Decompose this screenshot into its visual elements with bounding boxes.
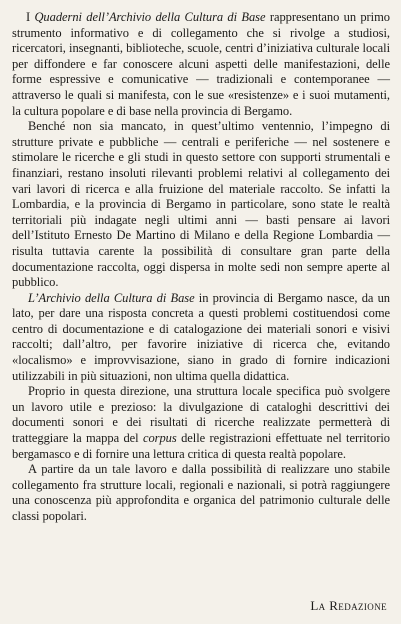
italic-title: L’Archivio della Cultura di Base <box>28 290 195 305</box>
text-run: in provincia di Bergamo nasce, da un lato, per dare una risposta concreta a questi problemi costituendosi come centro di documentazione e di catalogazione dei materiali sonori e visivi raccolti; dall’altro, per favorire iniziative di ricerca che, evitando «localismo» e improvvisazione, siano in grado di fornire indicazioni utilizzabili in più situazioni, non ultima quella didattica. <box>12 290 390 383</box>
text-run: A partire da un tale lavoro e dalla possibilità di realizzare uno stabile collegamento fra strutture locali, regionali e nazionali, si potrà raggiungere una conoscenza più approfondita e organica del patrimonio culturale delle classi popolari. <box>12 462 390 523</box>
paragraph-5 <box>12 462 390 524</box>
paragraph-2 <box>12 119 390 291</box>
text-run: Proprio in questa direzione, una struttura locale specifica può svolgere un lavoro utile e prezioso: la divulgazione di cataloghi descrittivi dei documenti sonori e dei risultati di ricerche realizzate permetterà di tratteggiare la mappa del <box>12 384 390 446</box>
text-run: rappresentano un primo strumento informativo e di collegamento che si rivolge a studiosi, ricercatori, insegnanti, biblioteche, scuole, centri d’iniziativa culturale locali per diffondere e far conoscere alcuni aspetti delle manifestazioni, delle forme espressive e comunicative — tradizionali e contemporanee — attraverso le quali si manifesta, con le sue «resistenze» e i suoi mutamenti, la cultura popolare e di base nella provincia di Bergamo. <box>12 10 390 118</box>
text-run: I <box>26 10 35 24</box>
paragraph-4 <box>12 384 390 462</box>
text-run: delle registrazioni effettuate nel territorio bergamasco e di fornire una lettura critica di questa realtà popolare. <box>12 431 390 461</box>
body-text <box>12 10 390 525</box>
paragraph-1 <box>12 10 390 119</box>
italic-title: Quaderni dell’Archivio della Cultura di Base <box>34 10 266 24</box>
paragraph-3 <box>12 291 390 385</box>
text-run: Benché non sia mancato, in quest’ultimo ventennio, l’impegno di strutture private e pubbliche — centrali e periferiche — nel sostenere e stimolare le ricerche e gli studi in questo settore con supporti strumentali e finanziari, restano insoluti rilevanti problemi relativi al collegamento dei vari lavori di ricerca e alla fruizione del materiale raccolto. Se infatti la Lombardia, e la provincia di Bergamo in particolare, sono state le realtà territoriali più indagate negli ultimi anni — basti pensare ai lavori dell’Istituto Ernesto De Martino di Milano e della Regione Lombardia — risulta tuttavia carente la possibilità di consultare gran parte della documentazione raccolta, oggi dispersa in molte sedi non sempre aperte al pubblico. <box>12 119 390 290</box>
signature: La Redazione <box>310 598 387 613</box>
italic-term: corpus <box>142 431 177 446</box>
